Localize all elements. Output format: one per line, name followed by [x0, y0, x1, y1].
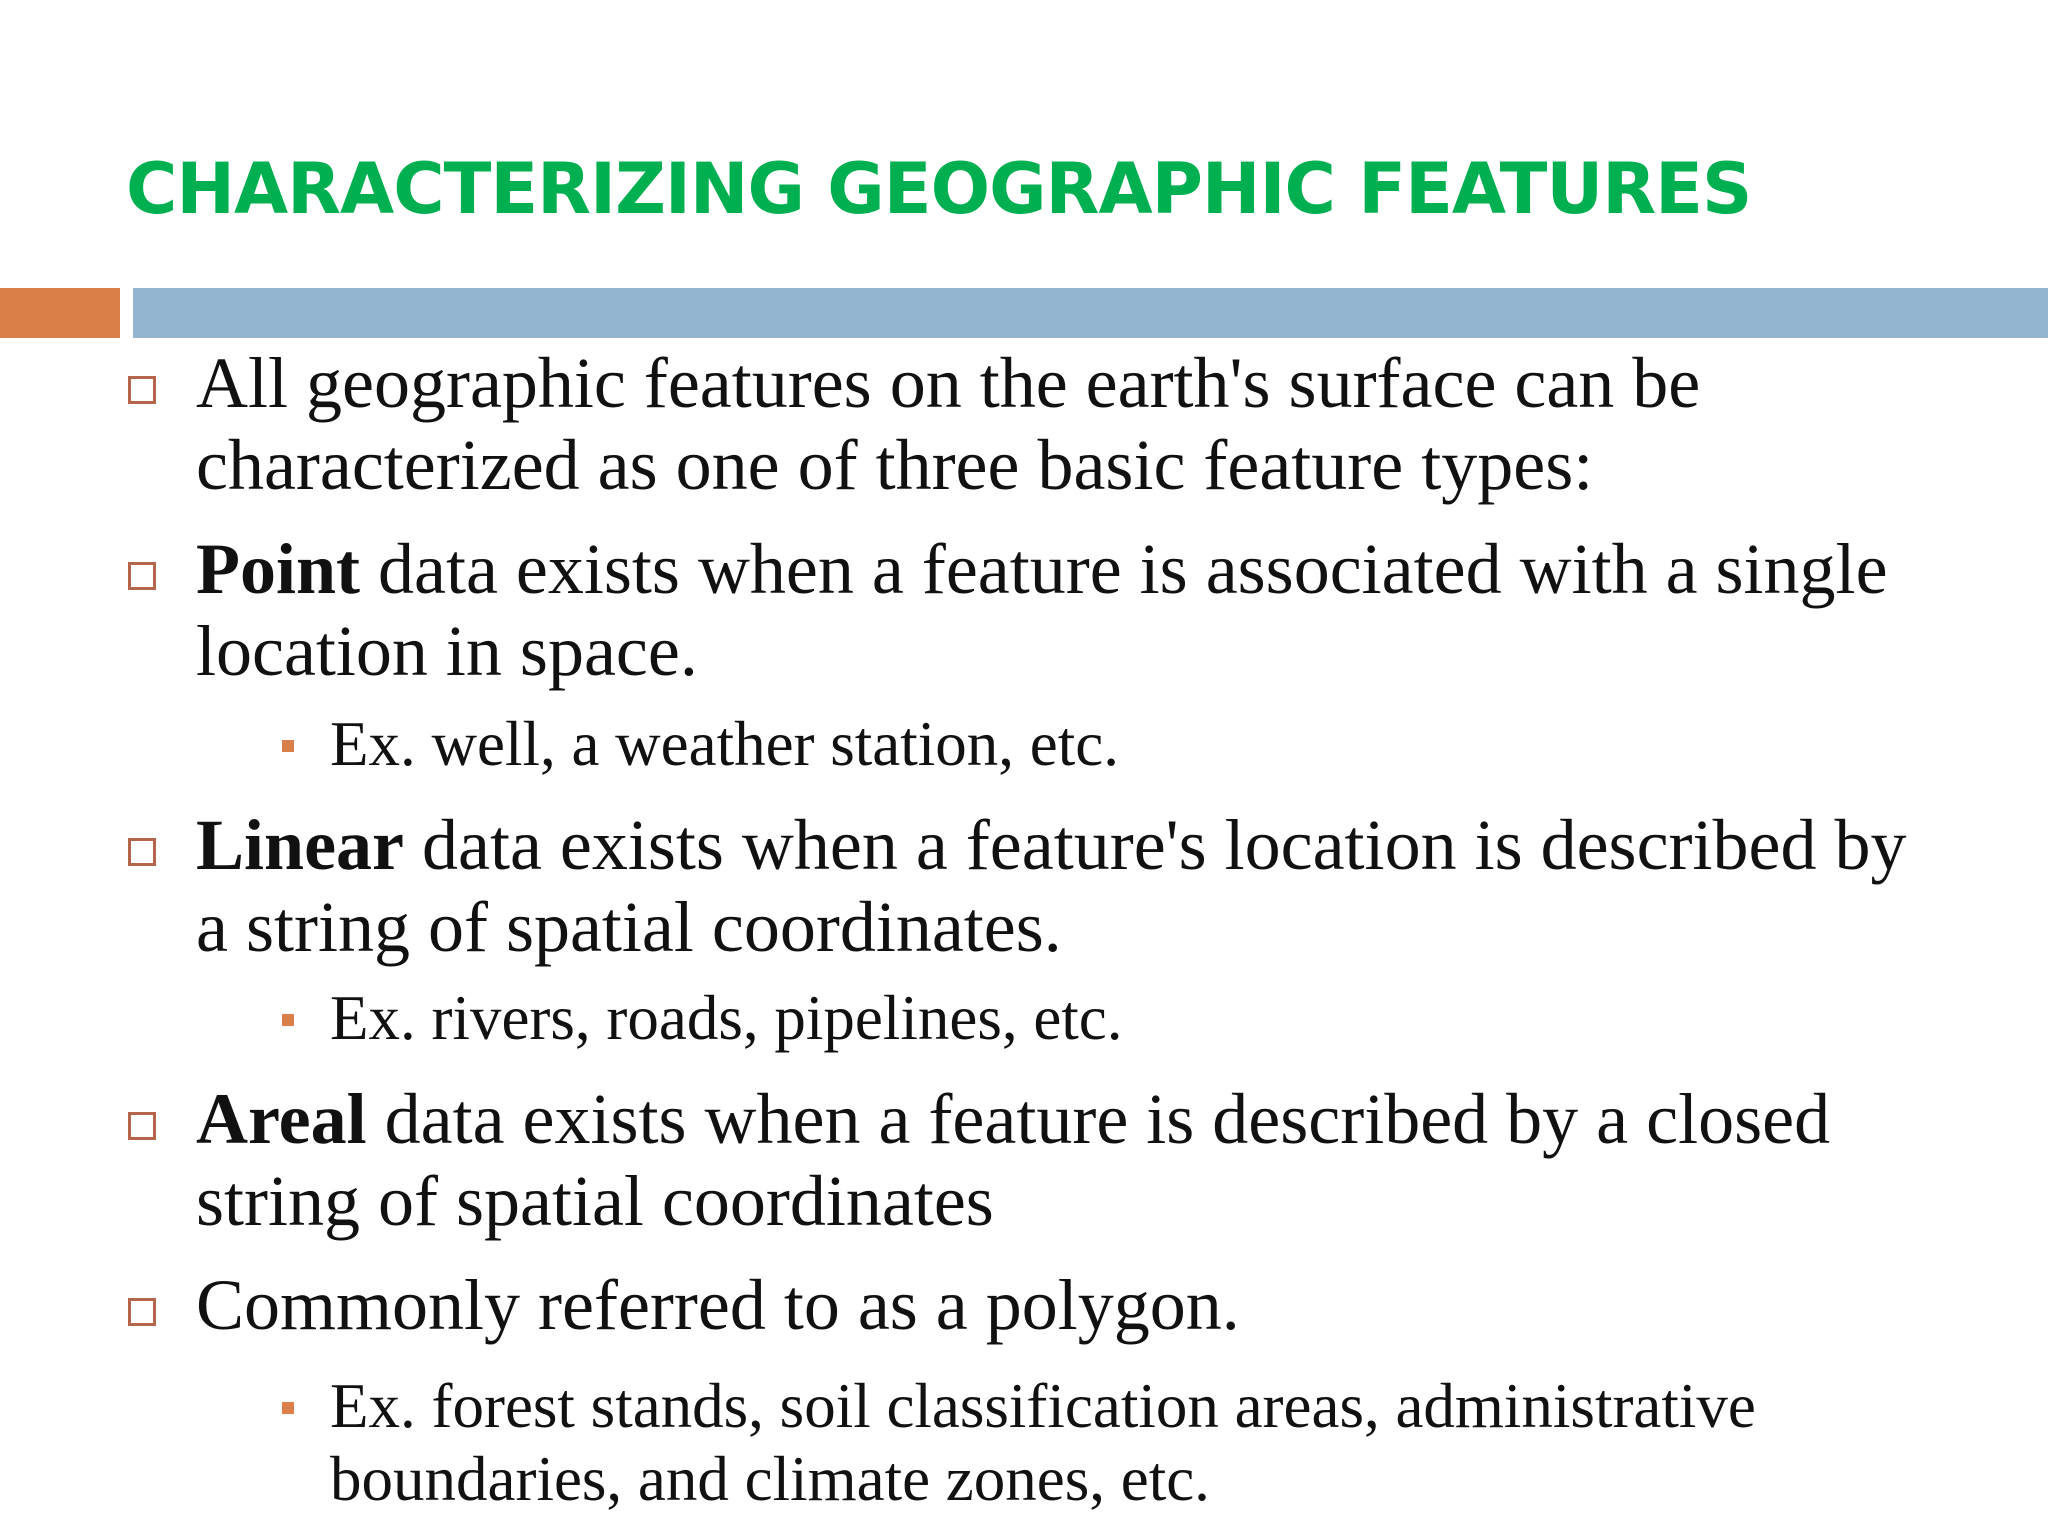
bullet-item	[196, 1264, 1956, 1346]
square-bullet-icon	[128, 838, 156, 866]
bullet-text: data exists when a feature is described by a closed string of spatial coordinates	[196, 1079, 1831, 1241]
bullet-bold-term: Point	[196, 529, 361, 609]
sub-bullet-icon	[282, 1014, 294, 1026]
square-bullet-icon	[128, 1298, 156, 1326]
bullet-item	[196, 342, 1956, 506]
bullet-text: data exists when a feature is associated with a single location in space.	[196, 529, 1888, 691]
bullet-item	[196, 1078, 1956, 1242]
bullet-text: All geographic features on the earth's surface can be characterized as one of three basic feature types:	[196, 343, 1701, 505]
sub-bullet-item: Ex. well, a weather station, etc.	[330, 709, 1119, 779]
bullet-text: data exists when a feature's location is described by a string of spatial coordinates.	[196, 805, 1907, 967]
bullet-item	[196, 804, 1956, 968]
sub-bullet-item: Ex. rivers, roads, pipelines, etc.	[330, 983, 1123, 1053]
sub-bullet-icon	[282, 740, 294, 752]
square-bullet-icon	[128, 1112, 156, 1140]
square-bullet-icon	[128, 376, 156, 404]
bullet-item	[196, 528, 1956, 692]
bullet-bold-term: Linear	[196, 805, 404, 885]
bullet-bold-term: Areal	[196, 1079, 367, 1159]
square-bullet-icon	[128, 562, 156, 590]
slide-title: CHARACTERIZING GEOGRAPHIC FEATURES	[126, 148, 1752, 230]
sub-bullet-icon	[282, 1402, 294, 1414]
bullet-text: Commonly referred to as a polygon.	[196, 1265, 1240, 1345]
sub-bullet-item: Ex. forest stands, soil classification areas, administrative boundaries, and climate zones, etc.	[330, 1371, 1756, 1514]
